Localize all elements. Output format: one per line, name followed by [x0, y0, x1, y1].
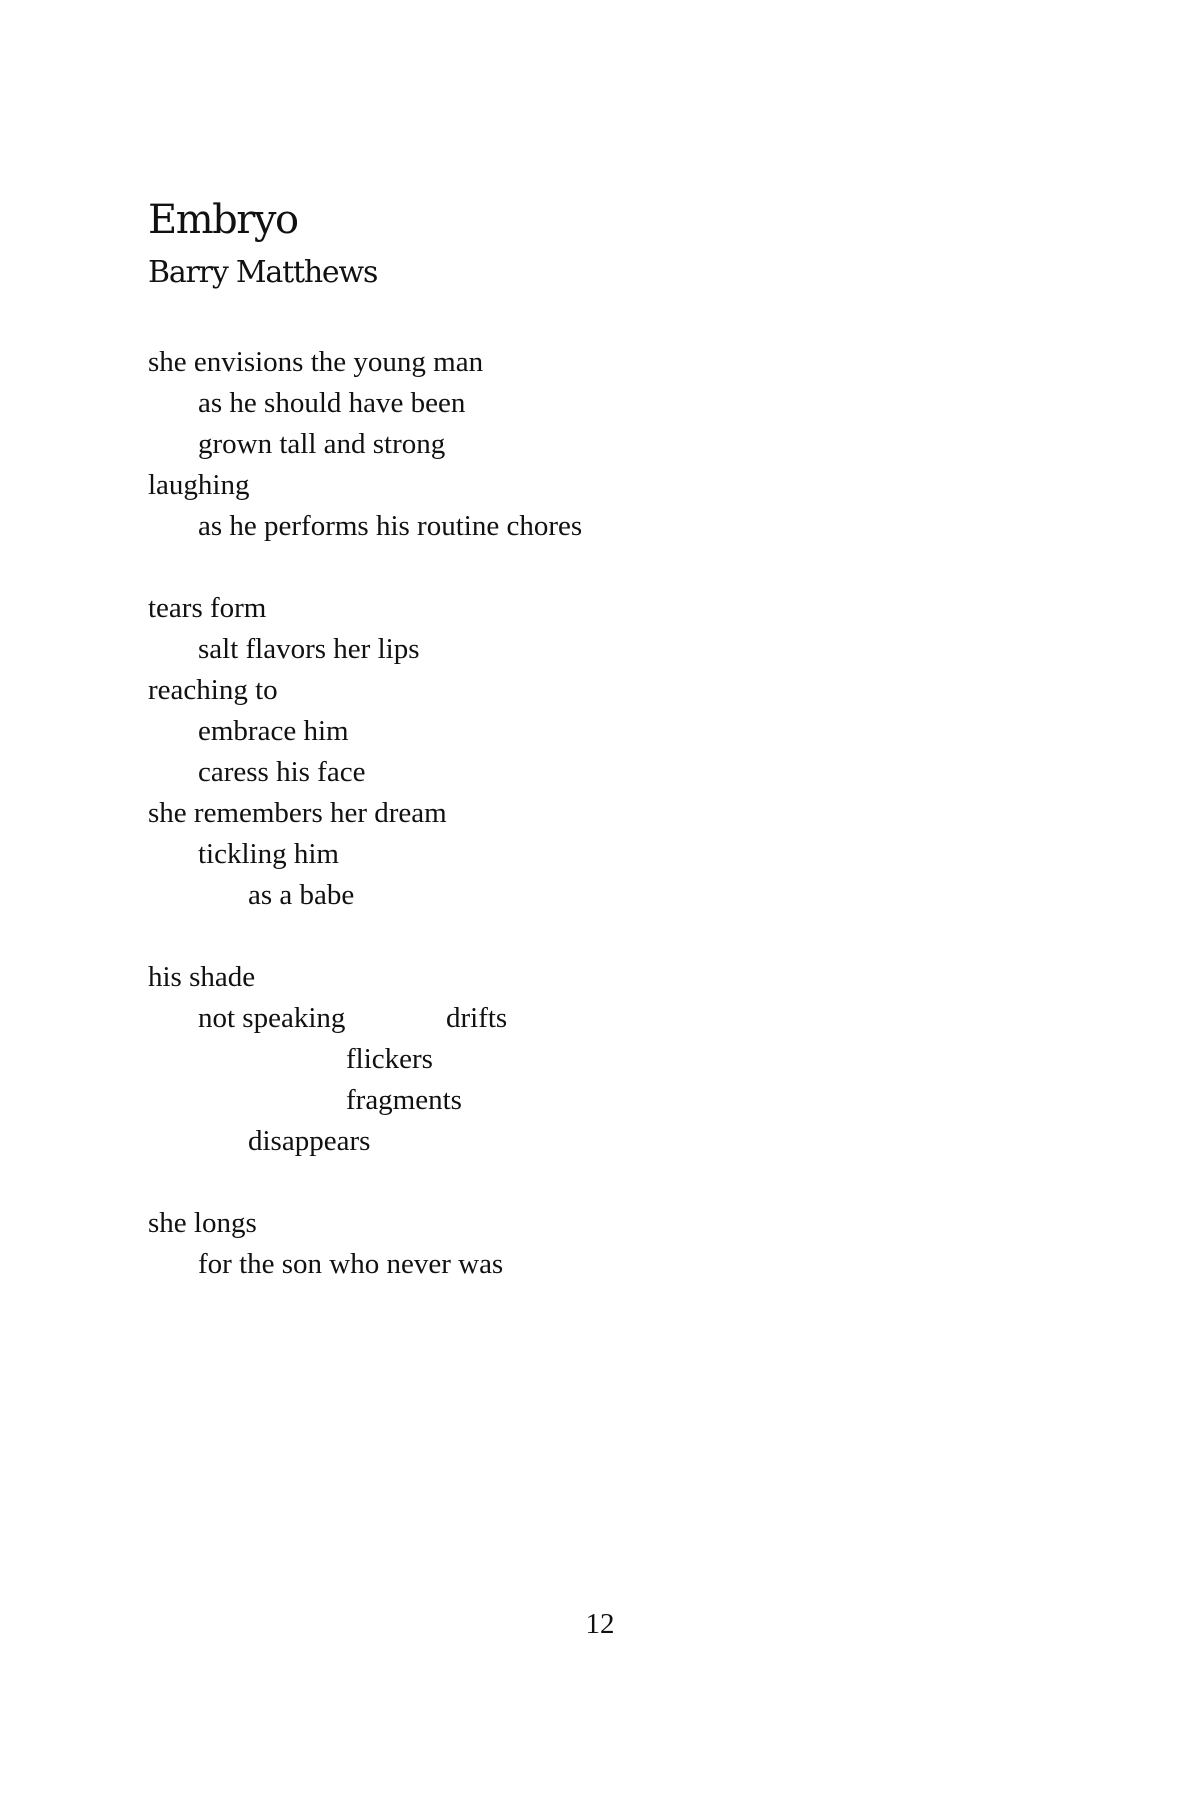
poem-line: tickling him [198, 838, 339, 870]
poem-line: disappears [248, 1125, 371, 1157]
poem-line: laughing [148, 469, 250, 501]
poem-line: as a babe [248, 879, 355, 911]
poem-line: embrace him [198, 715, 349, 747]
poem-line: for the son who never was [198, 1248, 504, 1280]
poem-line: salt flavors her lips [198, 633, 420, 665]
poem-line: drifts [446, 1002, 508, 1034]
poem-line: flickers [346, 1043, 433, 1075]
poem-line: reaching to [148, 674, 278, 706]
poem-line: not speaking [198, 1002, 346, 1034]
poem-line: as he performs his routine chores [198, 510, 583, 542]
page-number: 12 [585, 1608, 615, 1640]
poem-line: grown tall and strong [198, 428, 446, 460]
poem-line: as he should have been [198, 387, 466, 419]
poem-line: fragments [346, 1084, 462, 1116]
poem-line: tears form [148, 592, 267, 624]
poem-line: his shade [148, 961, 256, 993]
poem-line: she envisions the young man [148, 346, 484, 378]
poem-author: Barry Matthews [148, 255, 378, 290]
poem-line: she remembers her dream [148, 797, 447, 829]
poem-line: caress his face [198, 756, 366, 788]
poem-line: she longs [148, 1207, 257, 1239]
poem-title: Embryo [148, 197, 298, 243]
